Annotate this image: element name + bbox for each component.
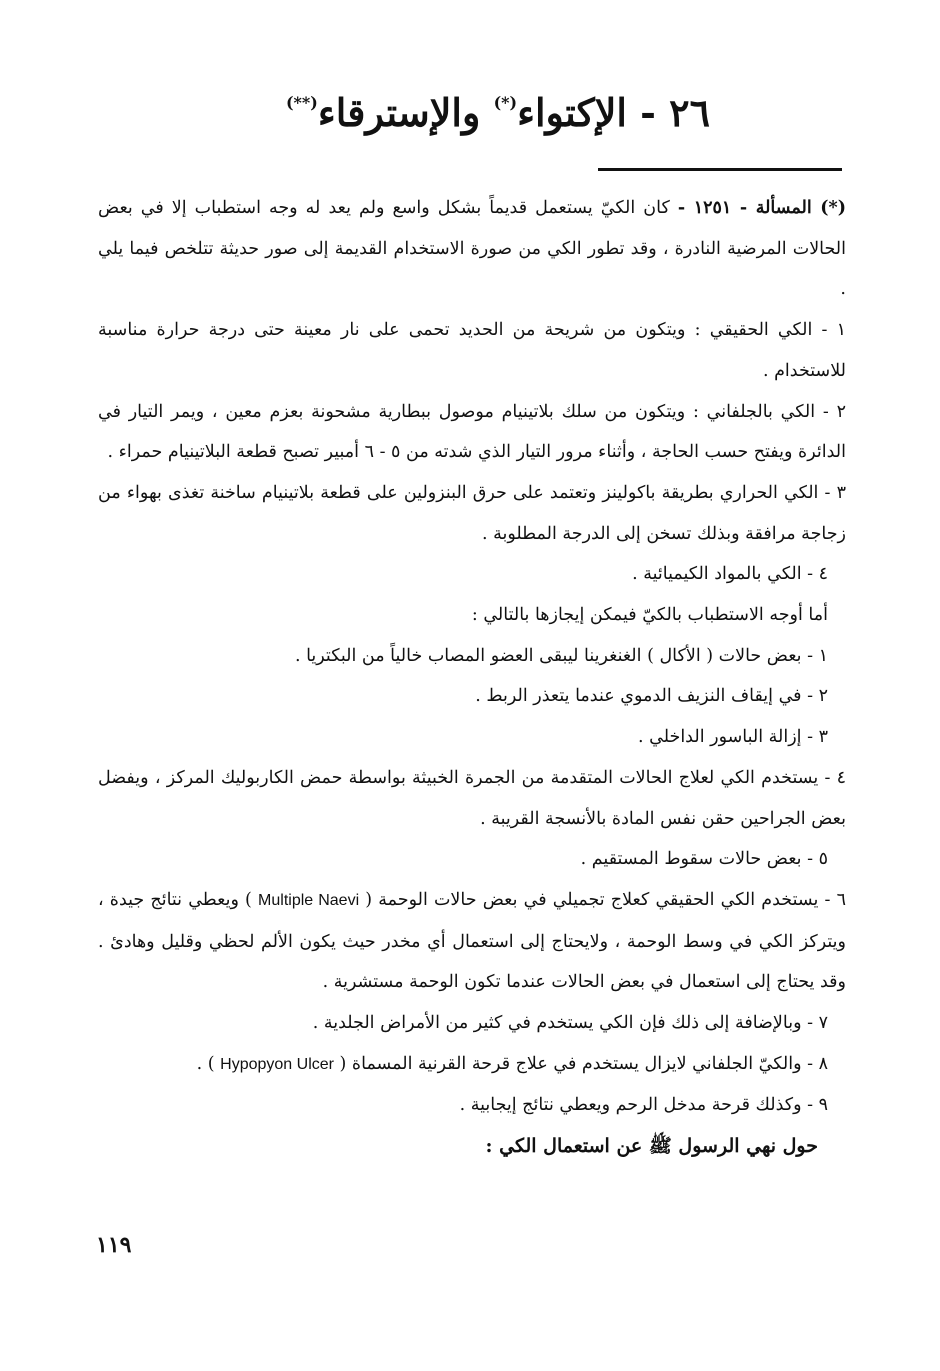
paragraph-chemical-cautery: ٤ - الكي بالمواد الكيميائية . <box>632 564 828 585</box>
list-item-skin-diseases: ٧ - وبالإضافة إلى ذلك فإن الكي يستخدم في كثير من الأمراض الجلدية . <box>312 1013 828 1034</box>
footnote-mark-2: (**) <box>285 93 318 112</box>
title-word-istirqa: والإسترقاء <box>317 90 481 135</box>
section-heading: حول نهي الرسول ﷺ عن استعمال الكي : <box>485 1135 818 1158</box>
footnote-body <box>98 188 846 1167</box>
naevi-text-end: ) ويعطي نتائج جيدة ، ويتركز الكي في وسط الوحمة ، ولايحتاج إلى استعمال أي مخدر حيث يكون الألم لحظي وقليل وهادئ . وقد يحتاج إلى استعمال في بعض الحالات عندما تكون الوحمة مستشرية . <box>98 889 846 993</box>
issue-reference: (*) المسألة - ١٢٥١ - <box>677 198 846 218</box>
paragraph-thermal-cautery: ٣ - الكي الحراري بطريقة باكولينز وتعتمد على حرق البنزولين على قطعة بلاتينيام ساخنة تغذى بهواء من زجاجة مرافقة وبذلك تسخن إلى الدرجة المطلوبة . <box>98 482 846 544</box>
title-word-ikitwa: الإكتواء <box>517 90 627 135</box>
paragraph-indications-intro: أما أوجه الاستطباب بالكيّ فيمكن إيجازها بالتالي : <box>471 605 828 626</box>
chapter-title <box>200 78 710 138</box>
footnote-mark-1: (*) <box>493 93 518 112</box>
ulcer-text-start: ٨ - والكيّ الجلفاني لايزال يستخدم في علاج قرحة القرنية المسماة ( <box>339 1053 828 1074</box>
intro-text: كان الكيّ يستعمل قديماً بشكل واسع ولم يعد له وجه استطباب إلا في بعض الحالات المرضية النادرة ، وقد تطور الكي من صورة الاستخدام القديمة إلى صور حديثة تتلخص فيما يلي . <box>98 198 846 300</box>
list-item-rectal-prolapse: ٥ - بعض حالات سقوط المستقيم . <box>580 849 828 870</box>
list-item-naevi <box>98 880 846 1003</box>
chapter-number: ٢٦ - <box>640 90 710 135</box>
footnote-separator-rule <box>598 168 842 171</box>
list-item-hemorrhoids: ٣ - إزالة الباسور الداخلي . <box>638 727 828 748</box>
paragraph-intro <box>98 188 846 310</box>
naevi-text-start: ٦ - يستخدم الكي الحقيقي كعلاج تجميلي في بعض حالات الوحمة ( <box>365 889 846 910</box>
ulcer-text-end: ) . <box>196 1053 215 1074</box>
paragraph-real-cautery: ١ - الكي الحقيقي : ويتكون من شريحة من الحديد تحمى على نار معينة حتى درجة حرارة مناسبة للاستخدام . <box>98 320 846 381</box>
list-item-bleeding: ٢ - في إيقاف النزيف الدموي عندما يتعذر الربط . <box>475 686 828 707</box>
ulcer-latin-term: Hypopyon Ulcer <box>220 1055 334 1073</box>
list-item-gangrene: ١ - بعض حالات ( الأكال ) الغنغرينا ليبقى العضو المصاب خالياً من البكتريا . <box>294 645 828 666</box>
naevi-latin-term: Multiple Naevi <box>258 891 360 909</box>
list-item-anthrax: ٤ - يستخدم الكي لعلاج الحالات المتقدمة من الجمرة الخبيثة بواسطة حمض الكاربوليك المركز ، ويفضل بعض الجراحين حقن نفس المادة بالأنسجة القريبة . <box>98 767 846 829</box>
page-number: ١١٩ <box>96 1232 132 1258</box>
paragraph-galvanic-cautery: ٢ - الكي بالجلفاني : ويتكون من سلك بلاتينيام موصول ببطارية مشحونة بعزم معين ، ويمر التيار في الدائرة ويفتح حسب الحاجة ، وأثناء مرور التيار الذي شدته من ٥ - ٦ أمبير تصبح قطعة البلاتينيام حمراء . <box>98 401 846 463</box>
list-item-cervical-ulcer: ٩ - وكذلك قرحة مدخل الرحم ويعطي نتائج إيجابية . <box>459 1095 828 1116</box>
list-item-corneal-ulcer <box>98 1044 846 1086</box>
